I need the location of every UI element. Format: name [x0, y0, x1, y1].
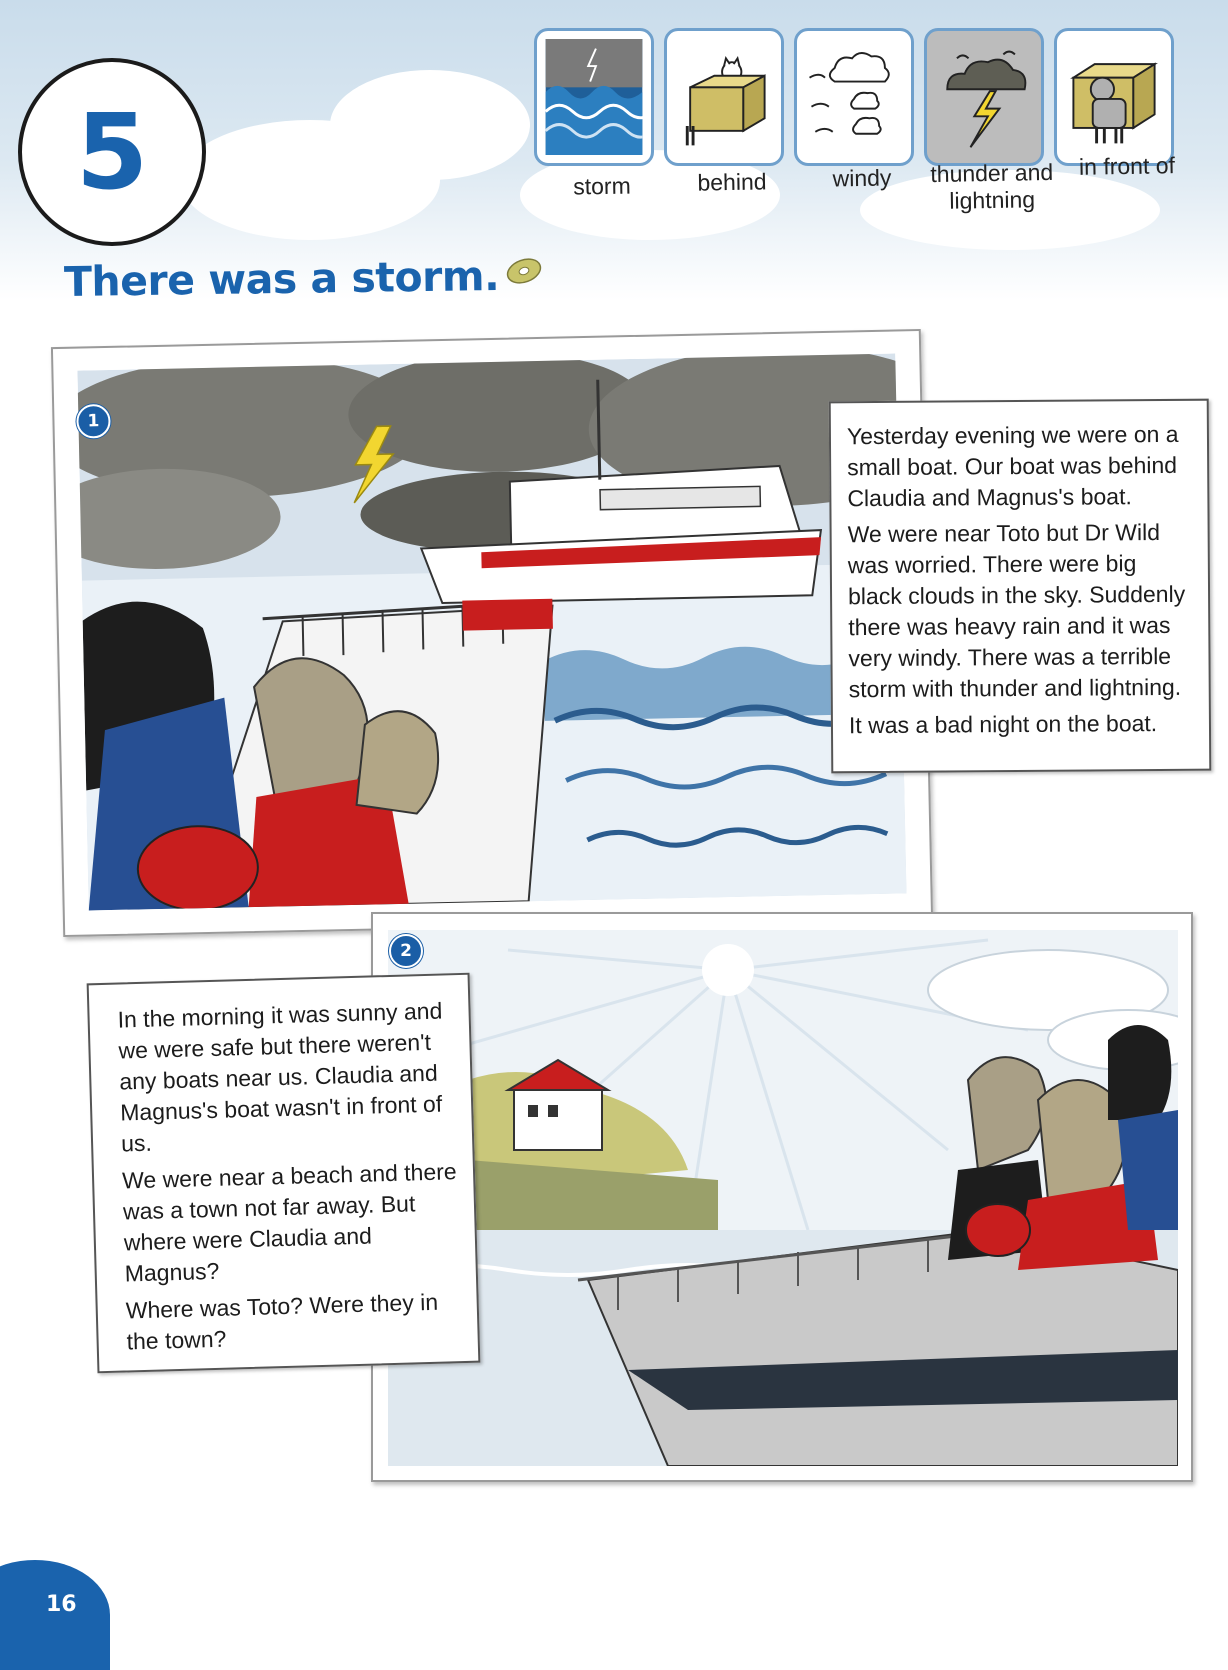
lesson-title: There was a storm. — [63, 251, 500, 306]
panel-2-story-box — [87, 973, 481, 1374]
unit-number-badge — [18, 58, 206, 246]
vocab-label-behind: behind — [697, 168, 767, 196]
vocab-card-thunder-and-lightning — [924, 28, 1044, 166]
story-paragraph: Where was Toto? Were they in the town? — [125, 1288, 439, 1355]
box-behind-icon — [675, 39, 773, 155]
wind-icon — [805, 39, 903, 155]
story-paragraph: It was a bad night on the boat. — [848, 710, 1158, 739]
storm-boat-scene — [77, 353, 906, 910]
unit-number: 5 — [75, 91, 149, 213]
story-paragraph: We were near a beach and there was a town not far away. But where were Claudia and Magnus? — [121, 1158, 457, 1287]
panel-1-story-box — [829, 399, 1212, 774]
story-paragraph: We were near Toto but Dr Wild was worried. There were big black clouds in the sky. Suddenly there was heavy rain and it was very windy. There was a terrible storm with thunder and lightning. — [847, 519, 1186, 703]
vocab-card-windy — [794, 28, 914, 166]
vocab-label-storm: storm — [573, 172, 631, 200]
vocab-label-windy: windy — [832, 164, 892, 192]
storm-icon — [545, 39, 643, 155]
cd-icon[interactable] — [504, 256, 544, 286]
page-number: 16 — [46, 1592, 77, 1617]
story-paragraph: Yesterday evening we were on a small boat. Our boat was behind Claudia and Magnus's boat. — [846, 420, 1179, 512]
vocab-label-in-front-of: in front of — [1078, 152, 1176, 180]
thunder-lightning-icon — [935, 39, 1033, 155]
cloud-decoration — [330, 70, 530, 180]
vocab-card-in-front-of — [1054, 28, 1174, 166]
vocab-label-thunder-and-lightning: thunder and lightning — [930, 158, 1054, 214]
story-paragraph: In the morning it was sunny and we were safe but there weren't any boats near us. Claudia and Magnus's boat wasn't in front of us. — [117, 997, 443, 1157]
panel-1-number: 1 — [76, 404, 111, 439]
panel-2-frame — [371, 912, 1193, 1482]
panel-1-frame — [51, 329, 933, 937]
vocab-card-behind — [664, 28, 784, 166]
sunny-beach-scene — [388, 930, 1178, 1466]
vocab-card-storm — [534, 28, 654, 166]
panel-2-number: 2 — [389, 934, 423, 968]
box-in-front-icon — [1065, 39, 1163, 155]
